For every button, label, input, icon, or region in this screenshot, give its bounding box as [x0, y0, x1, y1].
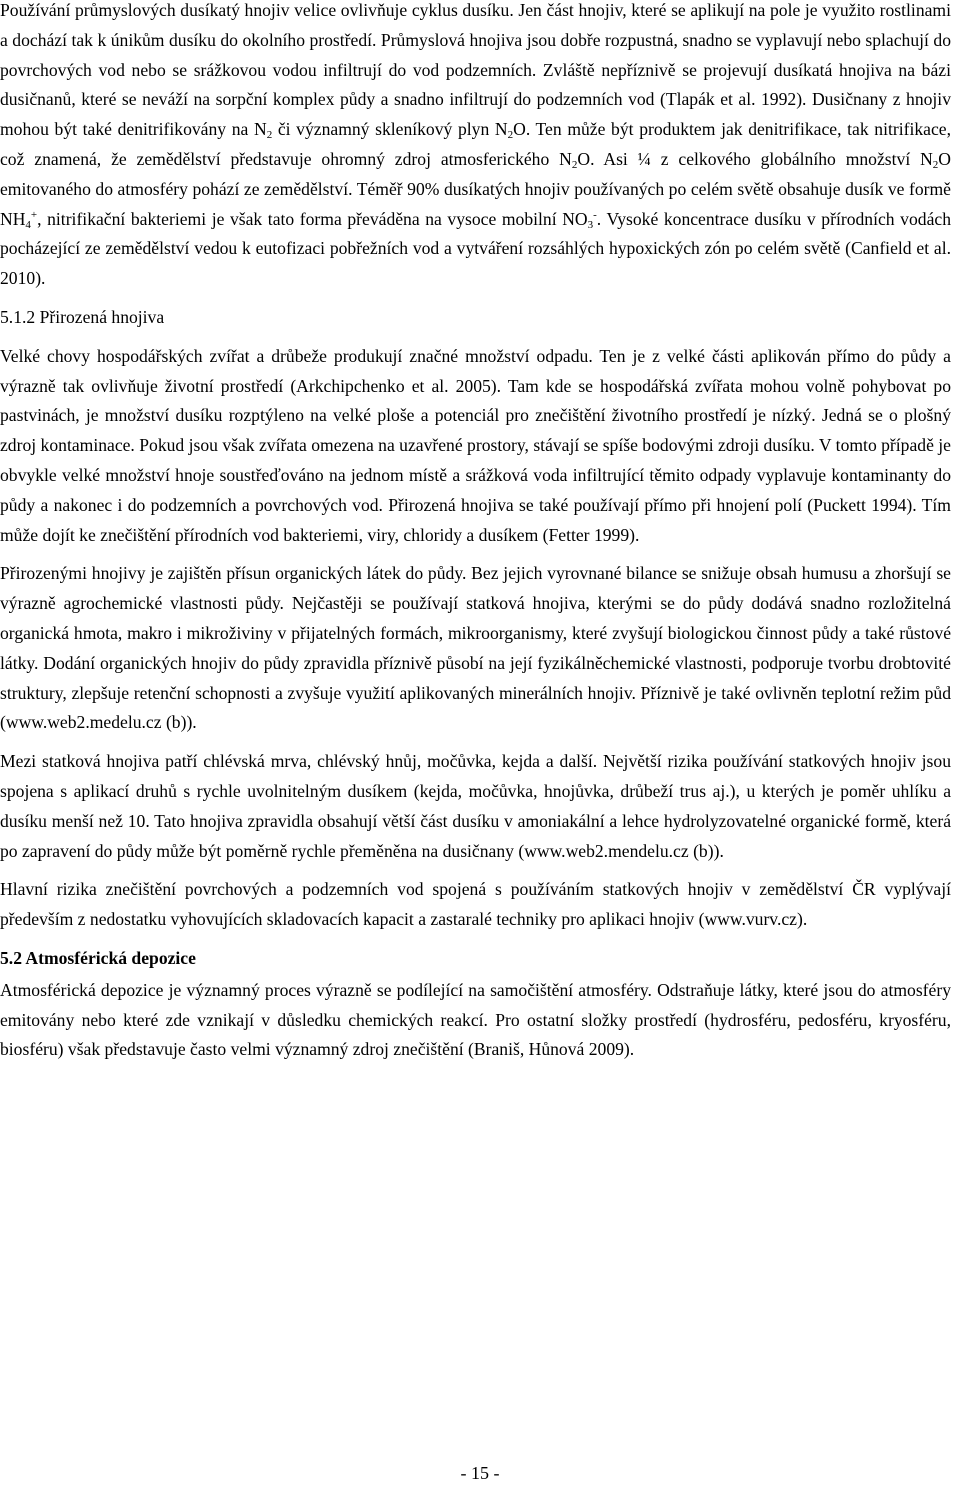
- subscript: 3: [587, 218, 594, 231]
- text-run: Používání průmyslových dusíkatý hnojiv velice ovlivňuje cyklus dusíku. Jen část hnojiv, které se aplikují na pole je využito rostlinami a dochází tak k únikům dusíku do okolního prostředí. Průmyslová hnojiva jsou dobře rozpustná, snadno se vyplavují nebo splachují do povrchových vod nebo se srážkovou vodou infiltrují do vod podzemních. Zvláště nepříznivě se projevují dusíkatá hnojiva na bázi dusičnanů, které se neváží na sorpční komplex půdy a snadno infiltrují do podzemních vod (Tlapák et al. 1992). Dusičnany z hnojiv mohou být také denitrifikovány na N: [0, 0, 951, 140]
- paragraph-atmospheric-deposition: Atmosférická depozice je významný proces výrazně se podílející na samočištění atmosféry. Odstraňuje látky, které jsou do atmosféry emitovány nebo které zde vznikají v důsledku chemických reakcí. Pro ostatní složky prostředí (hydrosféru, pedosféru, kryosféru, biosféru) však představuje často velmi významný zdroj znečištění (Braniš, Hůnová 2009).: [0, 979, 951, 1060]
- paragraph-main-risks: Hlavní rizika znečištění povrchových a podzemních vod spojená s používáním statkových hnojiv v zemědělství ČR vyplývají především z nedostatku vyhovujících skladovacích kapacit a zastaralé techniky pro aplikaci hnojiv (www.vurv.cz).: [0, 879, 951, 930]
- text-run: . Vysoké koncentrace dusíku v přírodních vodách pocházející ze zemědělství vedou k eutofizaci pobřežních vod a vytváření rozsáhlých hypoxických zón po celém světě (Canfield et al. 2010).: [0, 208, 951, 289]
- subscript: 2: [571, 158, 578, 171]
- text-run: , nitrifikační bakteriemi je však tato forma převáděna na vysoce mobilní NO: [37, 208, 588, 229]
- paragraph-industrial-fertilizers: [0, 0, 951, 294]
- heading-natural-fertilizers: 5.1.2 Přirozená hnojiva: [0, 306, 165, 327]
- paragraph-livestock-waste: Velké chovy hospodářských zvířat a drůbeže produkují značné množství odpadu. Ten je z velké části aplikován přímo do půdy a výrazně tak ovlivňuje životní prostředí (Arkchipchenko et al. 2005). Tam kde se hospodářská zvířata mohou volně pohybovat po pastvinách, je množství dusíku rozptýleno na velké ploše a potenciál pro znečištění životního prostředí je nízký. Jedná se o plošný zdroj kontaminace. Pokud jsou však zvířata omezena na uzavřené prostory, stávají se spíše bodovými zdroji dusíku. V tomto případě je obvykle velké množství hnoje soustřeďováno na jednom místě a srážková voda infiltrující těmito odpady vyplavuje kontaminanty do půdy a nakonec i do podzemních a povrchových vod. Přirozená hnojiva se také používají přímo při hnojení polí (Puckett 1994). Tím může dojít ke znečištění přírodních vod bakteriemi, viry, chloridy a dusíkem (Fetter 1999).: [0, 345, 951, 545]
- text-run: O. Ten může být produktem jak denitrifikace, tak nitrifikace, což znamená, že zemědělství představuje ohromný zdroj atmosferického N: [0, 119, 951, 169]
- paragraph-farm-manure-types: Mezi statková hnojiva patří chlévská mrva, chlévský hnůj, močůvka, kejda a další. Největší rizika používání statkových hnojiv jsou spojena s aplikací druhů s rychle uvolnitelným dusíkem (kejda, močůvka, hnojůvka, drůbeží trus aj.), u kterých je poměr uhlíku a dusíku menší než 10. Tato hnojiva zpravidla obsahují větší část dusíku v amoniakální a lehce hydrolyzovatelné organické formě, která po zapravení do půdy může být poměrně rychle přeměněna na dusičnany (www.web2.mendelu.cz (b)).: [0, 751, 951, 861]
- heading-atmospheric-deposition: 5.2 Atmosférická depozice: [0, 947, 196, 968]
- subscript: 2: [266, 129, 273, 142]
- subscript: 2: [932, 158, 939, 171]
- subscript: 2: [507, 129, 514, 142]
- subscript: 4: [25, 218, 31, 231]
- text-run: či významný skleníkový plyn N: [272, 119, 508, 140]
- text-run: O emitovaného do atmosféry pohází ze zemědělství. Téměř 90% dusíkatých hnojiv používaných po celém světě obsahuje dusík ve formě NH: [0, 148, 952, 229]
- page-number: - 15 -: [460, 1463, 500, 1483]
- superscript: -: [593, 208, 597, 221]
- text-run: O. Asi ¼ z celkového globálního množství N: [577, 148, 933, 169]
- paragraph-organic-matter: Přirozenými hnojivy je zajištěn přísun organických látek do půdy. Bez jejich vyrovnané bilance se snižuje obsah humusu a zhoršují se výrazně agrochemické vlastnosti půdy. Nejčastěji se používají statková hnojiva, kterými se do půdy dodává snadno rozložitelná organická hmota, makro i mikroživiny v přijatelných formách, mikroorganismy, které zvyšují biologickou činnost půdy a také růstové látky. Dodání organických hnojiv do půdy zpravidla příznivě působí na její fyzikálněchemické vlastnosti, podporuje tvorbu drobtovité struktury, zlepšuje retenční schopnosti a zvyšuje využití aplikovaných minerálních hnojiv. Příznivě je také ovlivněn teplotní režim půd (www.web2.medelu.cz (b)).: [0, 563, 951, 733]
- superscript: +: [30, 208, 38, 221]
